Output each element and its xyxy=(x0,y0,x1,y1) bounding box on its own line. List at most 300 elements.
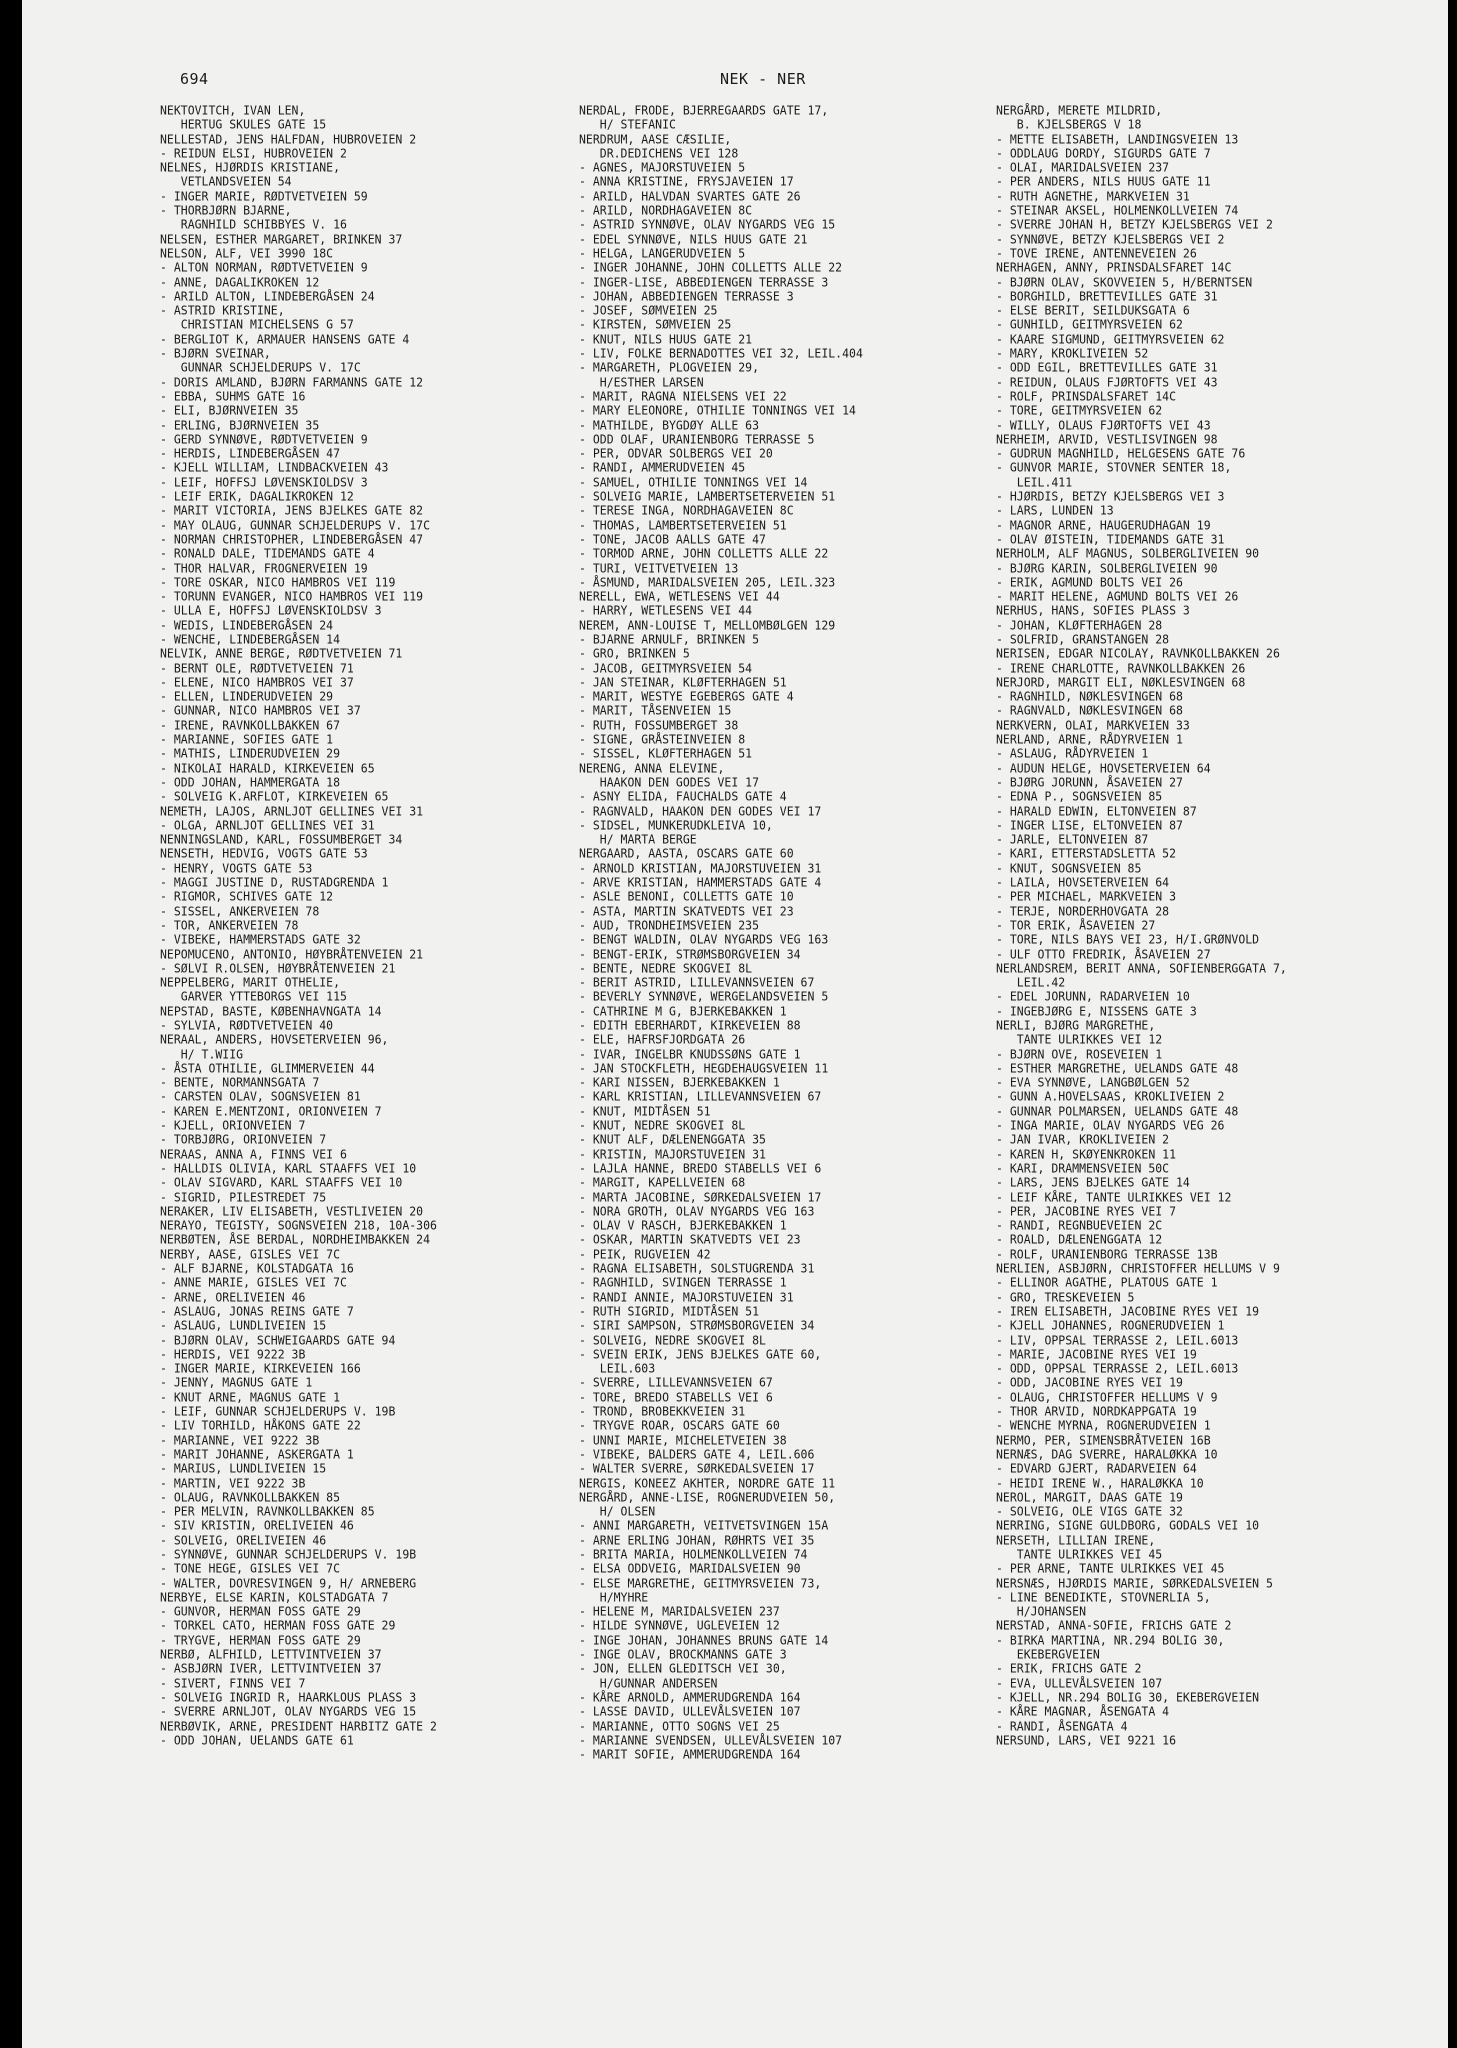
directory-entry-line: - SOLVEIG MARIE, LAMBERTSETERVEIEN 51 xyxy=(579,489,836,504)
directory-entry-line: - BENTE, NEDRE SKOGVEI 8L xyxy=(579,960,753,976)
directory-entry-line: NERGIS, KONEEZ AKHTER, NORDRE GATE 11 xyxy=(579,1475,836,1491)
directory-entry-line: - MARY ELEONORE, OTHILIE TONNINGS VEI 14 xyxy=(579,403,856,418)
directory-entry-line: - MARTIN, VEI 9222 3B xyxy=(160,1475,306,1491)
directory-entry-line: - JAN STOCKFLETH, HEGDEHAUGSVEIEN 11 xyxy=(579,1060,829,1076)
directory-entry-line: - RANDI, REGNBUEVEIEN 2C xyxy=(996,1218,1163,1233)
directory-entry-line: - VIBEKE, BALDERS GATE 4, LEIL.606 xyxy=(579,1446,815,1462)
directory-entry-line: - TORKEL CATO, HERMAN FOSS GATE 29 xyxy=(160,1618,396,1634)
directory-entry-line: - PER, JACOBINE RYES VEI 7 xyxy=(996,1203,1177,1219)
directory-entry-line: NERSNÆS, HJØRDIS MARIE, SØRKEDALSVEIEN 5 xyxy=(996,1575,1273,1591)
directory-entry-line: NERHOLM, ALF MAGNUS, SOLBERGLIVEIEN 90 xyxy=(996,546,1260,561)
directory-entry-line: - MARGARETH, PLOGVEIEN 29, xyxy=(579,360,760,376)
directory-entry-line: - KAREN H, SKØYENKROKEN 11 xyxy=(996,1146,1177,1162)
directory-entry-line: - BJARNE ARNULF, BRINKEN 5 xyxy=(579,631,760,647)
directory-entry-line: - HARRY, WETLESENS VEI 44 xyxy=(579,603,753,619)
directory-entry-line: NERGÅRD, MERETE MILDRID, xyxy=(996,103,1163,118)
directory-entry-line: - RANDI ANNIE, MAJORSTUVEIEN 31 xyxy=(579,1289,794,1305)
directory-entry-line: - MARGIT, KAPELLVEIEN 68 xyxy=(579,1175,746,1190)
directory-entry-line: - TURI, VEITVETVEIEN 13 xyxy=(579,560,739,576)
directory-entry-line: - ÅSMUND, MARIDALSVEIEN 205, LEIL.323 xyxy=(579,574,836,590)
directory-entry-line: - KARL KRISTIAN, LILLEVANNSVEIEN 67 xyxy=(579,1089,822,1105)
directory-entry-line: LEIL.42 xyxy=(996,975,1066,990)
directory-entry-line: - RONALD DALE, TIDEMANDS GATE 4 xyxy=(160,546,375,561)
directory-entry-line: - KRISTIN, MAJORSTUVEIEN 31 xyxy=(579,1146,766,1162)
directory-entry-line: - WEDIS, LINDEBERGÅSEN 24 xyxy=(160,617,334,633)
directory-entry-line: - WILLY, OLAUS FJØRTOFTS VEI 43 xyxy=(996,417,1211,433)
directory-entry-line: GARVER YTTEBORGS VEI 115 xyxy=(160,989,347,1005)
directory-entry-line: - BJØRN OLAV, SCHWEIGAARDS GATE 94 xyxy=(160,1332,396,1348)
directory-entry-line: EKEBERGVEIEN xyxy=(996,1647,1100,1662)
directory-entry-line: - WENCHE MYRNA, ROGNERUDVEIEN 1 xyxy=(996,1418,1211,1434)
directory-entry-line: - TONE HEGE, GISLES VEI 7C xyxy=(160,1561,341,1576)
directory-entry-line: - HERDIS, LINDEBERGÅSEN 47 xyxy=(160,446,341,461)
directory-entry-line: - SØLVI R.OLSEN, HØYBRÅTENVEIEN 21 xyxy=(160,960,396,976)
directory-entry-line: - LAILA, HOVSETERVEIEN 64 xyxy=(996,875,1170,890)
directory-entry-line: - STEINAR AKSEL, HOLMENKOLLVEIEN 74 xyxy=(996,203,1239,218)
directory-entry-line: H/ STEFANIC xyxy=(579,117,676,132)
directory-entry-line: - THOR HALVAR, FROGNERVEIEN 19 xyxy=(160,560,368,576)
directory-entry-line: - MARIT HELENE, AGMUND BOLTS VEI 26 xyxy=(996,589,1239,604)
directory-entry-line: DR.DEDICHENS VEI 128 xyxy=(579,145,739,161)
directory-entry-line: - ANNE MARIE, GISLES VEI 7C xyxy=(160,1275,347,1291)
directory-entry-line: - BJØRN OVE, ROSEVEIEN 1 xyxy=(996,1046,1163,1062)
directory-entry-line: NERBØTEN, ÅSE BERDAL, NORDHEIMBAKKEN 24 xyxy=(160,1232,431,1248)
directory-entry-line: - THOR ARVID, NORDKAPPGATA 19 xyxy=(996,1404,1197,1419)
directory-entry-line: - KIRSTEN, SØMVEIEN 25 xyxy=(579,317,732,333)
directory-entry-line: - UNNI MARIE, MICHELETVEIEN 38 xyxy=(579,1432,787,1448)
directory-entry-line: - GRO, BRINKEN 5 xyxy=(579,646,690,661)
directory-entry-line: - ASLAUG, LUNDLIVEIEN 15 xyxy=(160,1318,327,1333)
directory-entry-line: - SIVERT, FINNS VEI 7 xyxy=(160,1675,306,1691)
directory-entry-line: NEROL, MARGIT, DAAS GATE 19 xyxy=(996,1489,1183,1505)
directory-entry-line: - ERIK, AGMUND BOLTS VEI 26 xyxy=(996,574,1183,590)
directory-entry-line: - AUDUN HELGE, HOVSETERVEIEN 64 xyxy=(996,760,1211,776)
directory-entry-line: - RANDI, AMMERUDVEIEN 45 xyxy=(579,460,746,476)
directory-entry-line: - OLAI, MARIDALSVEIEN 237 xyxy=(996,160,1170,175)
directory-entry-line: - KNUT, NEDRE SKOGVEI 8L xyxy=(579,1118,746,1133)
directory-entry-line: - BERGLIOT K, ARMAUER HANSENS GATE 4 xyxy=(160,331,410,347)
directory-entry-line: - MARIANNE, VEI 9222 3B xyxy=(160,1432,320,1448)
directory-entry-line: - TONE, JACOB AALLS GATE 47 xyxy=(579,531,766,547)
directory-entry-line: - KNUT, SOGNSVEIEN 85 xyxy=(996,860,1142,876)
directory-entry-line: GUNNAR SCHJELDERUPS V. 17C xyxy=(160,360,361,376)
directory-entry-line: - ELSE MARGRETHE, GEITMYRSVEIEN 73, xyxy=(579,1575,822,1591)
directory-entry-line: - GUNNAR POLMARSEN, UELANDS GATE 48 xyxy=(996,1103,1239,1119)
directory-entry-line: - MARIT VICTORIA, JENS BJELKES GATE 82 xyxy=(160,503,424,519)
directory-entry-line: - GUDRUN MAGNHILD, HELGESENS GATE 76 xyxy=(996,446,1246,461)
directory-entry-line: - MARIANNE SVENDSEN, ULLEVÅLSVEIEN 107 xyxy=(579,1732,843,1748)
directory-entry-line: NERBY, AASE, GISLES VEI 7C xyxy=(160,1246,341,1262)
directory-entry-line: - TROND, BROBEKKVEIEN 31 xyxy=(579,1404,746,1419)
directory-entry-line: VETLANDSVEIEN 54 xyxy=(160,174,292,190)
directory-entry-line: NEKTOVITCH, IVAN LEN, xyxy=(160,103,306,118)
directory-entry-line: - JARLE, ELTONVEIEN 87 xyxy=(996,832,1149,847)
directory-entry-line: NERBYE, ELSE KARIN, KOLSTADGATA 7 xyxy=(160,1589,389,1605)
directory-entry-line: NERRING, SIGNE GULDBORG, GODALS VEI 10 xyxy=(996,1518,1260,1534)
page-number: 694 xyxy=(180,70,209,88)
directory-entry-line: - KAREN E.MENTZONI, ORIONVEIEN 7 xyxy=(160,1103,382,1119)
directory-entry-line: - ASBJØRN IVER, LETTVINTVEIEN 37 xyxy=(160,1661,382,1677)
directory-entry-line: - CARSTEN OLAV, SOGNSVEIEN 81 xyxy=(160,1089,361,1105)
directory-entry-line: - ELE, HAFRSFJORDGATA 26 xyxy=(579,1032,746,1047)
directory-entry-line: NERISEN, EDGAR NICOLAY, RAVNKOLLBAKKEN 26 xyxy=(996,646,1280,661)
directory-entry-line: - LAJLA HANNE, BREDO STABELLS VEI 6 xyxy=(579,1160,822,1176)
directory-entry-line: - IRENE, RAVNKOLLBAKKEN 67 xyxy=(160,717,341,733)
directory-entry-line: - ASNY ELIDA, FAUCHALDS GATE 4 xyxy=(579,789,787,804)
directory-entry-line: - RUTH AGNETHE, MARKVEIEN 31 xyxy=(996,188,1190,204)
directory-entry-line: - BJØRG KARIN, SOLBERGLIVEIEN 90 xyxy=(996,560,1218,576)
directory-entry-line: NERHAGEN, ANNY, PRINSDALSFARET 14C xyxy=(996,260,1232,275)
directory-entry-line: - MARY, KROKLIVEIEN 52 xyxy=(996,346,1149,361)
directory-entry-line: - RUTH, FOSSUMBERGET 38 xyxy=(579,717,739,733)
directory-entry-line: - REIDUN, OLAUS FJØRTOFTS VEI 43 xyxy=(996,374,1218,390)
directory-entry-line: NERDAL, FRODE, BJERREGAARDS GATE 17, xyxy=(579,103,829,118)
directory-entry-line: - ODDLAUG DORDY, SIGURDS GATE 7 xyxy=(996,145,1211,161)
directory-entry-line: - ASLE BENONI, COLLETTS GATE 10 xyxy=(579,889,794,905)
directory-entry-line: - SAMUEL, OTHILIE TONNINGS VEI 14 xyxy=(579,474,808,490)
directory-entry-line: - TORE, GEITMYRSVEIEN 62 xyxy=(996,403,1163,418)
directory-entry-line: - MARIANNE, SOFIES GATE 1 xyxy=(160,732,334,747)
directory-entry-line: - VIBEKE, HAMMERSTADS GATE 32 xyxy=(160,932,361,947)
directory-entry-line: - JENNY, MAGNUS GATE 1 xyxy=(160,1375,313,1391)
directory-entry-line: - LEIF ERIK, DAGALIKROKEN 12 xyxy=(160,489,354,504)
directory-entry-line: - TORE, BREDO STABELLS VEI 6 xyxy=(579,1389,773,1405)
directory-entry-line: - ERIK, FRICHS GATE 2 xyxy=(996,1661,1142,1677)
directory-entry-line: NERKVERN, OLAI, MARKVEIEN 33 xyxy=(996,717,1190,733)
directory-entry-line: NELNES, HJØRDIS KRISTIANE, xyxy=(160,160,341,175)
directory-entry-line: - SISSEL, KLØFTERHAGEN 51 xyxy=(579,746,753,762)
directory-entry-line: - ULF OTTO FREDRIK, ÅSAVEIEN 27 xyxy=(996,946,1211,962)
directory-entry-line: HAAKON DEN GODES VEI 17 xyxy=(579,774,760,790)
directory-entry-line: - KNUT, MIDTÅSEN 51 xyxy=(579,1103,711,1119)
directory-entry-line: - NIKOLAI HARALD, KIRKEVEIEN 65 xyxy=(160,760,375,776)
directory-entry-line: - ELLINOR AGATHE, PLATOUS GATE 1 xyxy=(996,1275,1218,1291)
directory-entry-line: - INGER MARIE, KIRKEVEIEN 166 xyxy=(160,1361,361,1376)
directory-entry-line: - MARIT, RAGNA NIELSENS VEI 22 xyxy=(579,388,787,404)
directory-entry-line: - TORMOD ARNE, JOHN COLLETTS ALLE 22 xyxy=(579,546,829,561)
directory-entry-line: - ODD EGIL, BRETTEVILLES GATE 31 xyxy=(996,360,1218,376)
directory-entry-line: - LARS, JENS BJELKES GATE 14 xyxy=(996,1175,1190,1190)
directory-entry-line: - EVA, ULLEVÅLSVEIEN 107 xyxy=(996,1675,1163,1691)
directory-entry-line: - HEIDI IRENE W., HARALØKKA 10 xyxy=(996,1475,1204,1491)
directory-entry-line: NELSEN, ESTHER MARGARET, BRINKEN 37 xyxy=(160,231,403,247)
directory-entry-line: - ELSE BERIT, SEILDUKSGATA 6 xyxy=(996,303,1190,318)
directory-entry-line: - DORIS AMLAND, BJØRN FARMANNS GATE 12 xyxy=(160,374,424,390)
directory-entry-line: - JOSEF, SØMVEIEN 25 xyxy=(579,303,718,318)
directory-entry-line: NERENG, ANNA ELEVINE, xyxy=(579,760,725,776)
directory-entry-line: - ASTA, MARTIN SKATVEDTS VEI 23 xyxy=(579,903,794,919)
directory-entry-line: NERSTAD, ANNA-SOFIE, FRICHS GATE 2 xyxy=(996,1618,1232,1634)
directory-entry-line: - ASTRID SYNNØVE, OLAV NYGARDS VEG 15 xyxy=(579,217,836,233)
directory-entry-line: - REIDUN ELSI, HUBROVEIEN 2 xyxy=(160,145,347,161)
directory-entry-line: - GUNVOR, HERMAN FOSS GATE 29 xyxy=(160,1604,361,1619)
directory-entry-line: - INGER-LISE, ABBEDIENGEN TERRASSE 3 xyxy=(579,274,829,290)
directory-entry-line: - SYNNØVE, BETZY KJELSBERGS VEI 2 xyxy=(996,231,1225,247)
directory-entry-line: - SIGNE, GRÅSTEINVEIEN 8 xyxy=(579,732,746,747)
directory-entry-line: - ELI, BJØRNVEIEN 35 xyxy=(160,403,299,418)
directory-entry-line: - RIGMOR, SCHIVES GATE 12 xyxy=(160,889,334,905)
directory-entry-line: H/GUNNAR ANDERSEN xyxy=(579,1675,718,1691)
directory-entry-line: - RAGNA ELISABETH, SOLSTUGRENDA 31 xyxy=(579,1261,815,1276)
directory-entry-line: H/ OLSEN xyxy=(579,1504,656,1519)
directory-entry-line: - RAGNVALD, NØKLESVINGEN 68 xyxy=(996,703,1183,719)
directory-entry-line: - ODD OLAF, URANIENBORG TERRASSE 5 xyxy=(579,431,815,447)
directory-entry-line: - GUNHILD, GEITMYRSVEIEN 62 xyxy=(996,317,1183,333)
directory-entry-line: - BERIT ASTRID, LILLEVANNSVEIEN 67 xyxy=(579,975,815,990)
directory-entry-line: - HENRY, VOGTS GATE 53 xyxy=(160,860,313,876)
directory-entry-line: H/ESTHER LARSEN xyxy=(579,374,704,390)
directory-entry-line: - TORBJØRG, ORIONVEIEN 7 xyxy=(160,1132,327,1148)
directory-entry-line: - BEVERLY SYNNØVE, WERGELANDSVEIEN 5 xyxy=(579,989,829,1005)
directory-entry-line: - SVERRE JOHAN H, BETZY KJELSBERGS VEI 2 xyxy=(996,217,1273,233)
directory-entry-line: - PER ANDERS, NILS HUUS GATE 11 xyxy=(996,174,1211,190)
directory-entry-line: NERAAS, ANNA A, FINNS VEI 6 xyxy=(160,1146,347,1162)
directory-page xyxy=(22,0,1448,2048)
directory-entry-line: - INGER LISE, ELTONVEIEN 87 xyxy=(996,817,1183,833)
directory-entry-line: - CATHRINE M G, BJERKEBAKKEN 1 xyxy=(579,1003,787,1019)
directory-entry-line: - KARI NISSEN, BJERKEBAKKEN 1 xyxy=(579,1075,780,1090)
directory-entry-line: - INGA MARIE, OLAV NYGARDS VEG 26 xyxy=(996,1118,1225,1133)
directory-entry-line: - NORMAN CHRISTOPHER, LINDEBERGÅSEN 47 xyxy=(160,531,424,547)
directory-entry-line: - SOLVEIG, OLE VIGS GATE 32 xyxy=(996,1504,1183,1519)
directory-entry-line: - KJELL, ORIONVEIEN 7 xyxy=(160,1118,306,1133)
directory-entry-line: - JOHAN, ABBEDIENGEN TERRASSE 3 xyxy=(579,288,794,304)
directory-entry-line: - KAARE SIGMUND, GEITMYRSVEIEN 62 xyxy=(996,331,1225,347)
directory-entry-line: - NORA GROTH, OLAV NYGARDS VEG 163 xyxy=(579,1203,815,1219)
directory-entry-line: - KARI, DRAMMENSVEIEN 50C xyxy=(996,1160,1170,1176)
directory-entry-line: - TERJE, NORDERHOVGATA 28 xyxy=(996,903,1170,919)
directory-entry-line: RAGNHILD SCHIBBYES V. 16 xyxy=(160,217,347,233)
directory-entry-line: - HELENE M, MARIDALSVEIEN 237 xyxy=(579,1604,780,1619)
directory-entry-line: - ULLA E, HOFFSJ LØVENSKIOLDSV 3 xyxy=(160,603,382,619)
directory-entry-line: - SOLVEIG, NEDRE SKOGVEI 8L xyxy=(579,1332,766,1348)
directory-entry-line: NERNÆS, DAG SVERRE, HARALØKKA 10 xyxy=(996,1446,1218,1462)
directory-entry-line: - BJØRG JORUNN, ÅSAVEIEN 27 xyxy=(996,774,1183,790)
directory-entry-line: - PER MELVIN, RAVNKOLLBAKKEN 85 xyxy=(160,1504,375,1519)
directory-entry-line: - MAY OLAUG, GUNNAR SCHJELDERUPS V. 17C xyxy=(160,517,431,533)
directory-entry-line: - KJELL JOHANNES, ROGNERUDVEIEN 1 xyxy=(996,1318,1225,1333)
directory-entry-line: - KJELL, NR.294 BOLIG 30, EKEBERGVEIEN xyxy=(996,1689,1260,1705)
directory-entry-line: - PEIK, RUGVEIEN 42 xyxy=(579,1246,711,1262)
directory-entry-line: NERSETH, LILLIAN IRENE, xyxy=(996,1532,1156,1548)
directory-entry-line: NERMO, PER, SIMENSBRÅTVEIEN 16B xyxy=(996,1432,1211,1448)
directory-entry-line: - LEIF, HOFFSJ LØVENSKIOLDSV 3 xyxy=(160,474,368,490)
directory-entry-line: H/JOHANSEN xyxy=(996,1604,1087,1619)
directory-entry-line: - KNUT ALF, DÆLENENGGATA 35 xyxy=(579,1132,766,1148)
directory-entry-line: NELVIK, ANNE BERGE, RØDTVETVEIEN 71 xyxy=(160,646,403,661)
running-head: NEK - NER xyxy=(720,70,806,88)
directory-entry-line: - ERLING, BJØRNVEIEN 35 xyxy=(160,417,320,433)
directory-entry-line: - ARILD ALTON, LINDEBERGÅSEN 24 xyxy=(160,288,375,304)
directory-entry-line: - INGEBJØRG E, NISSENS GATE 3 xyxy=(996,1003,1197,1019)
directory-entry-line: NERJORD, MARGIT ELI, NØKLESVINGEN 68 xyxy=(996,674,1246,690)
directory-entry-line: NEREM, ANN-LOUISE T, MELLOMBØLGEN 129 xyxy=(579,617,836,633)
directory-entry-line: - SVEIN ERIK, JENS BJELKES GATE 60, xyxy=(579,1346,822,1362)
directory-entry-line: - HERDIS, VEI 9222 3B xyxy=(160,1346,306,1362)
directory-entry-line: - OLAUG, CHRISTOFFER HELLUMS V 9 xyxy=(996,1389,1218,1405)
directory-entry-line: - BENTE, NORMANNSGATA 7 xyxy=(160,1075,320,1090)
directory-entry-line: - RAGNHILD, NØKLESVINGEN 68 xyxy=(996,689,1183,704)
directory-entry-line: - ANNA KRISTINE, FRYSJAVEIEN 17 xyxy=(579,174,794,190)
directory-entry-line: - JAN STEINAR, KLØFTERHAGEN 51 xyxy=(579,674,787,690)
directory-entry-line: - MARTA JACOBINE, SØRKEDALSVEIEN 17 xyxy=(579,1189,822,1205)
directory-entry-line: - SYLVIA, RØDTVETVEIEN 40 xyxy=(160,1018,334,1033)
directory-entry-line: - LIV TORHILD, HÅKONS GATE 22 xyxy=(160,1418,361,1434)
directory-entry-line: LEIL.411 xyxy=(996,474,1073,490)
directory-entry-line: - ASTRID KRISTINE, xyxy=(160,303,285,318)
directory-entry-line: - LEIF, GUNNAR SCHJELDERUPS V. 19B xyxy=(160,1404,396,1419)
directory-entry-line: NERHUS, HANS, SOFIES PLASS 3 xyxy=(996,603,1190,619)
directory-entry-line: - OLAV SIGVARD, KARL STAAFFS VEI 10 xyxy=(160,1175,403,1190)
directory-entry-line: - BJØRN OLAV, SKOVVEIEN 5, H/BERNTSEN xyxy=(996,274,1253,290)
directory-entry-line: - MARIT, WESTYE EGEBERGS GATE 4 xyxy=(579,689,794,704)
directory-entry-line: - ANNE, DAGALIKROKEN 12 xyxy=(160,274,320,290)
directory-entry-line: - ARILD, HALVDAN SVARTES GATE 26 xyxy=(579,188,801,204)
directory-entry-line: - PER, ODVAR SOLBERGS VEI 20 xyxy=(579,446,773,461)
directory-entry-line: - HARALD EDWIN, ELTONVEIEN 87 xyxy=(996,803,1197,819)
directory-entry-line: - TORUNN EVANGER, NICO HAMBROS VEI 119 xyxy=(160,589,424,604)
directory-entry-line: NERHEIM, ARVID, VESTLISVINGEN 98 xyxy=(996,431,1218,447)
directory-entry-line: - INGE JOHAN, JOHANNES BRUNS GATE 14 xyxy=(579,1632,829,1648)
directory-entry-line: - ELLEN, LINDERUDVEIEN 29 xyxy=(160,689,334,704)
directory-entry-line: - MARIE, JACOBINE RYES VEI 19 xyxy=(996,1346,1197,1362)
directory-entry-line: - BORGHILD, BRETTEVILLES GATE 31 xyxy=(996,288,1218,304)
directory-entry-line: - INGER JOHANNE, JOHN COLLETTS ALLE 22 xyxy=(579,260,843,275)
directory-entry-line: - SOLVEIG, ORELIVEIEN 46 xyxy=(160,1532,327,1548)
directory-entry-line: H/ MARTA BERGE xyxy=(579,832,697,847)
directory-entry-line: - MARIUS, LUNDLIVEIEN 15 xyxy=(160,1461,327,1476)
directory-entry-line: - SOLVEIG K.ARFLOT, KIRKEVEIEN 65 xyxy=(160,789,389,804)
directory-entry-line: - OLGA, ARNLJOT GELLINES VEI 31 xyxy=(160,817,375,833)
directory-entry-line: - BENGT-ERIK, STRØMSBORGVEIEN 34 xyxy=(579,946,801,962)
directory-entry-line: - SIDSEL, MUNKERUDKLEIVA 10, xyxy=(579,817,773,833)
directory-entry-line: - BERNT OLE, RØDTVETVEIEN 71 xyxy=(160,660,354,676)
directory-entry-line: NERAYO, TEGISTY, SOGNSVEIEN 218, 10A-306 xyxy=(160,1218,437,1233)
directory-entry-line: TANTE ULRIKKES VEI 12 xyxy=(996,1032,1163,1047)
directory-entry-line: TANTE ULRIKKES VEI 45 xyxy=(996,1546,1163,1562)
directory-entry-line: - INGER MARIE, RØDTVETVEIEN 59 xyxy=(160,188,368,204)
directory-entry-line: NERGAARD, AASTA, OSCARS GATE 60 xyxy=(579,846,794,862)
directory-entry-line: NERDRUM, AASE CÆSILIE, xyxy=(579,131,732,147)
directory-entry-line: - ALF BJARNE, KOLSTADGATA 16 xyxy=(160,1261,354,1276)
directory-entry-line: - SISSEL, ANKERVEIEN 78 xyxy=(160,903,320,919)
directory-entry-line: NERGÅRD, ANNE-LISE, ROGNERUDVEIEN 50, xyxy=(579,1489,836,1505)
directory-entry-line: - ARILD, NORDHAGAVEIEN 8C xyxy=(579,203,753,218)
directory-entry-line: - KÅRE MAGNAR, ÅSENGATA 4 xyxy=(996,1704,1170,1719)
directory-entry-line: NELLESTAD, JENS HALFDAN, HUBROVEIEN 2 xyxy=(160,131,417,147)
directory-entry-line: H/ T.WIIG xyxy=(160,1046,244,1062)
directory-entry-line: - LINE BENEDIKTE, STOVNERLIA 5, xyxy=(996,1589,1211,1605)
directory-entry-line: B. KJELSBERGS V 18 xyxy=(996,117,1142,132)
directory-entry-line: - KARI, ETTERSTADSLETTA 52 xyxy=(996,846,1177,862)
directory-entry-line: - IVAR, INGELBR KNUDSSØNS GATE 1 xyxy=(579,1046,801,1062)
directory-entry-line: - ELENE, NICO HAMBROS VEI 37 xyxy=(160,674,354,690)
directory-entry-line: - ODD JOHAN, HAMMERGATA 18 xyxy=(160,774,341,790)
directory-entry-line: - KJELL WILLIAM, LINDBACKVEIEN 43 xyxy=(160,460,389,476)
directory-entry-line: - WENCHE, LINDEBERGÅSEN 14 xyxy=(160,631,341,647)
directory-column-1 xyxy=(160,103,437,1747)
directory-entry-line: - EDEL JORUNN, RADARVEIEN 10 xyxy=(996,989,1190,1005)
directory-entry-line: - THOMAS, LAMBERTSETERVEIEN 51 xyxy=(579,517,787,533)
directory-entry-line: - AUD, TRONDHEIMSVEIEN 235 xyxy=(579,917,760,933)
directory-entry-line: - ODD, JACOBINE RYES VEI 19 xyxy=(996,1375,1183,1391)
directory-entry-line: - MATHIS, LINDERUDVEIEN 29 xyxy=(160,746,341,762)
directory-entry-line: - TERESE INGA, NORDHAGAVEIEN 8C xyxy=(579,503,794,519)
directory-entry-line: - TRYGVE, HERMAN FOSS GATE 29 xyxy=(160,1632,361,1648)
directory-entry-line: NERLANDSREM, BERIT ANNA, SOFIENBERGGATA 7, xyxy=(996,960,1287,976)
directory-entry-line: - EDVARD GJERT, RADARVEIEN 64 xyxy=(996,1461,1197,1476)
directory-entry-line: - ARVE KRISTIAN, HAMMERSTADS GATE 4 xyxy=(579,875,822,890)
directory-entry-line: LEIL.603 xyxy=(579,1361,656,1376)
directory-entry-line: - JON, ELLEN GLEDITSCH VEI 30, xyxy=(579,1661,787,1677)
directory-entry-line: - LASSE DAVID, ULLEVÅLSVEIEN 107 xyxy=(579,1704,801,1719)
directory-entry-line: - EDITH EBERHARDT, KIRKEVEIEN 88 xyxy=(579,1018,801,1033)
directory-entry-line: - ROALD, DÆLENENGGATA 12 xyxy=(996,1232,1163,1248)
directory-entry-line: - JACOB, GEITMYRSVEIEN 54 xyxy=(579,660,753,676)
directory-entry-line: NERLIEN, ASBJØRN, CHRISTOFFER HELLUMS V 9 xyxy=(996,1261,1280,1276)
directory-entry-line: - RAGNVALD, HAAKON DEN GODES VEI 17 xyxy=(579,803,822,819)
directory-entry-line: - EVA SYNNØVE, LANGBØLGEN 52 xyxy=(996,1075,1190,1090)
directory-entry-line: - MAGGI JUSTINE D, RUSTADGRENDA 1 xyxy=(160,875,389,890)
directory-entry-line: NERELL, EWA, WETLESENS VEI 44 xyxy=(579,589,780,604)
directory-entry-line: - GRO, TRESKEVEIEN 5 xyxy=(996,1289,1135,1305)
directory-entry-line: - GUNNAR, NICO HAMBROS VEI 37 xyxy=(160,703,361,719)
directory-entry-line: - OLAV ØISTEIN, TIDEMANDS GATE 31 xyxy=(996,531,1225,547)
directory-entry-line: - TOR, ANKERVEIEN 78 xyxy=(160,917,299,933)
directory-entry-line: - MARIT, TÅSENVEIEN 15 xyxy=(579,703,732,719)
directory-column-2 xyxy=(579,103,863,1761)
directory-entry-line: - PER ARNE, TANTE ULRIKKES VEI 45 xyxy=(996,1561,1225,1576)
directory-column-3 xyxy=(996,103,1287,1747)
directory-entry-line: - OLAV V RASCH, BJERKEBAKKEN 1 xyxy=(579,1218,787,1233)
directory-entry-line: - SIRI SAMPSON, STRØMSBORGVEIEN 34 xyxy=(579,1318,815,1333)
directory-entry-line: NERBØ, ALFHILD, LETTVINTVEIEN 37 xyxy=(160,1647,382,1662)
directory-entry-line: - HALLDIS OLIVIA, KARL STAAFFS VEI 10 xyxy=(160,1160,417,1176)
directory-entry-line: - ODD, OPPSAL TERRASSE 2, LEIL.6013 xyxy=(996,1361,1239,1376)
directory-entry-line: NERBØVIK, ARNE, PRESIDENT HARBITZ GATE 2 xyxy=(160,1718,437,1734)
directory-entry-line: - HILDE SYNNØVE, UGLEVEIEN 12 xyxy=(579,1618,780,1634)
directory-entry-line: - LIV, FOLKE BERNADOTTES VEI 32, LEIL.404 xyxy=(579,346,863,361)
directory-entry-line: - MAGNOR ARNE, HAUGERUDHAGAN 19 xyxy=(996,517,1211,533)
directory-entry-line: - EDNA P., SOGNSVEIEN 85 xyxy=(996,789,1163,804)
directory-entry-line: - SVERRE ARNLJOT, OLAV NYGARDS VEG 15 xyxy=(160,1704,417,1719)
directory-entry-line: - TORE, NILS BAYS VEI 23, H/I.GRØNVOLD xyxy=(996,932,1260,947)
directory-entry-line: - MATHILDE, BYGDØY ALLE 63 xyxy=(579,417,760,433)
directory-entry-line: NELSON, ALF, VEI 3990 18C xyxy=(160,245,334,261)
directory-entry-line: NEPOMUCENO, ANTONIO, HØYBRÅTENVEIEN 21 xyxy=(160,946,424,962)
directory-entry-line: - KNUT ARNE, MAGNUS GATE 1 xyxy=(160,1389,341,1405)
directory-entry-line: - MARIT JOHANNE, ASKERGATA 1 xyxy=(160,1446,354,1462)
directory-entry-line: - OLAUG, RAVNKOLLBAKKEN 85 xyxy=(160,1489,341,1505)
directory-entry-line: NERSUND, LARS, VEI 9221 16 xyxy=(996,1732,1177,1748)
directory-entry-line: - BJØRN SVEINAR, xyxy=(160,346,271,361)
directory-entry-line: - AGNES, MAJORSTUVEIEN 5 xyxy=(579,160,746,175)
directory-entry-line: - SYNNØVE, GUNNAR SCHJELDERUPS V. 19B xyxy=(160,1546,417,1562)
directory-entry-line: - IRENE CHARLOTTE, RAVNKOLLBAKKEN 26 xyxy=(996,660,1246,676)
directory-entry-line: HERTUG SKULES GATE 15 xyxy=(160,117,327,132)
directory-entry-line: NERLAND, ARNE, RÅDYRVEIEN 1 xyxy=(996,732,1183,747)
directory-entry-line: - ASLAUG, RÅDYRVEIEN 1 xyxy=(996,746,1149,762)
directory-entry-line: - IREN ELISABETH, JACOBINE RYES VEI 19 xyxy=(996,1303,1260,1319)
directory-entry-line: - RANDI, ÅSENGATA 4 xyxy=(996,1718,1128,1734)
directory-entry-line: H/MYHRE xyxy=(579,1589,649,1605)
directory-entry-line: NENSETH, HEDVIG, VOGTS GATE 53 xyxy=(160,846,368,862)
directory-entry-line: - TOR ERIK, ÅSAVEIEN 27 xyxy=(996,917,1156,933)
directory-entry-line: - ANNI MARGARETH, VEITVETSVINGEN 15A xyxy=(579,1518,829,1534)
directory-entry-line: - PER MICHAEL, MARKVEIEN 3 xyxy=(996,889,1177,905)
directory-entry-line: - THORBJØRN BJARNE, xyxy=(160,203,292,218)
directory-entry-line: NEPPELBERG, MARIT OTHELIE, xyxy=(160,975,341,990)
